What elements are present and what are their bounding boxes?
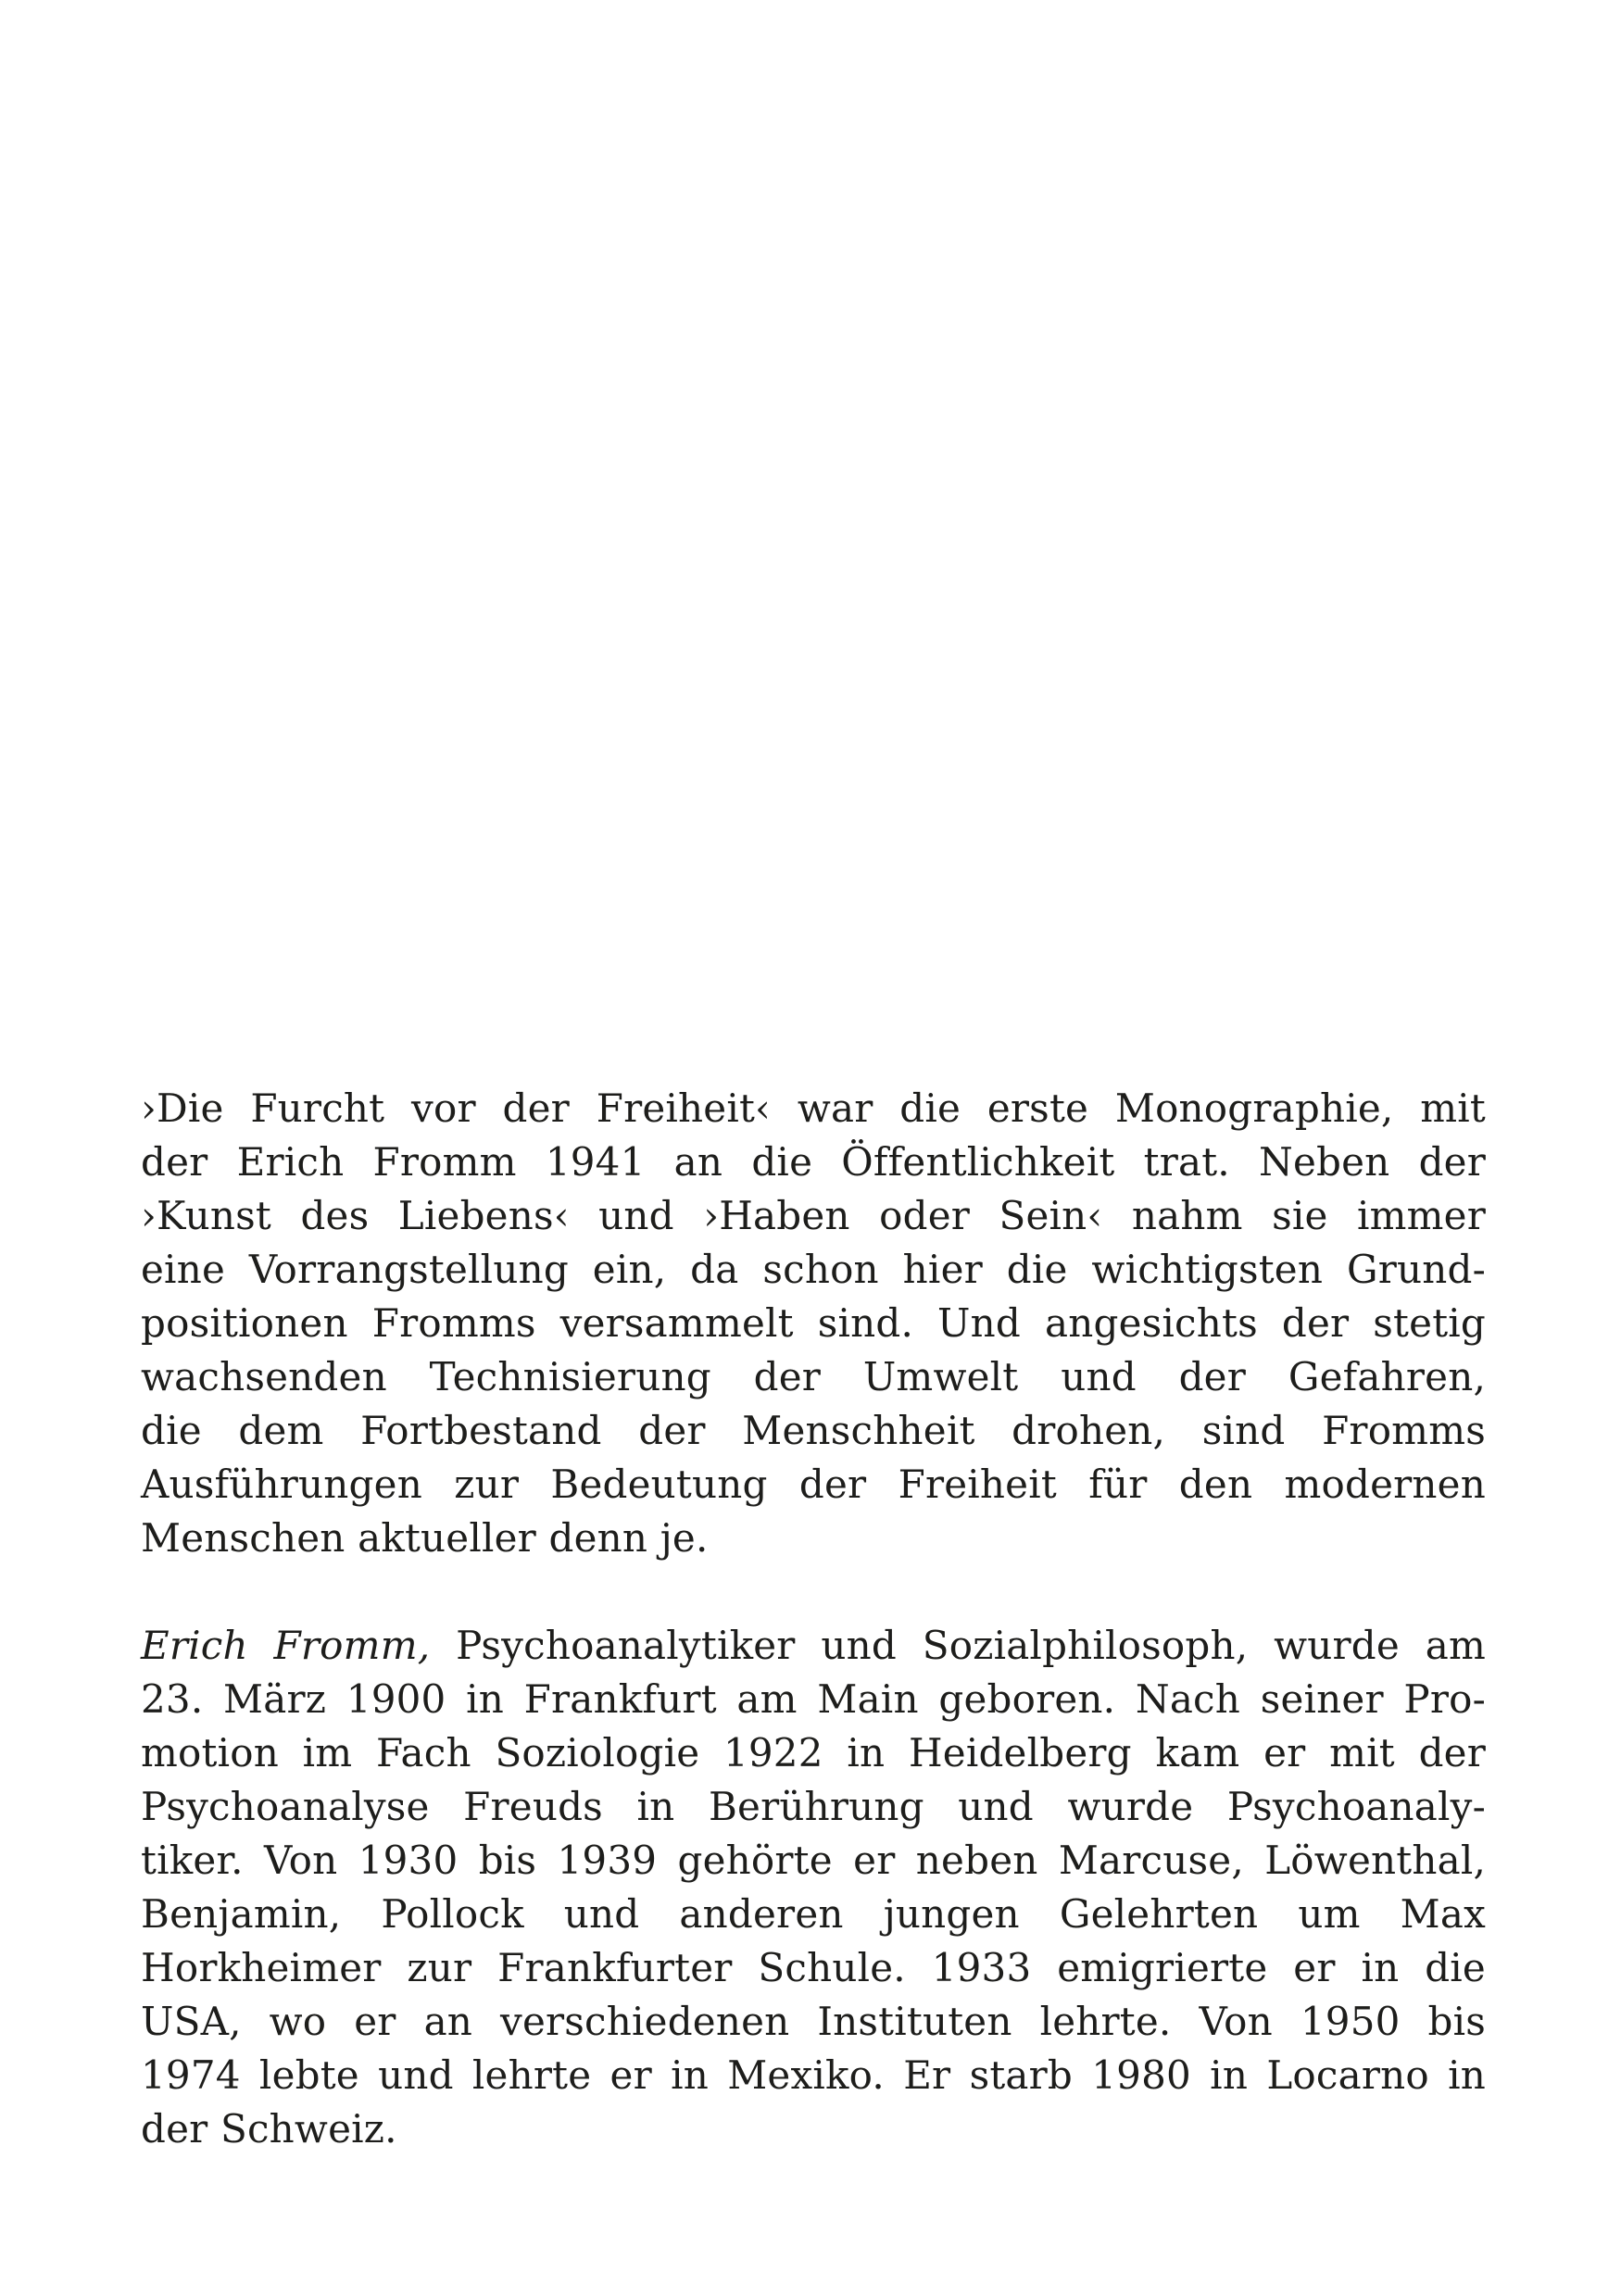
text-line: wachsenden Technisierung der Umwelt und der Gefahren, [141, 1354, 1486, 1399]
text-line [141, 1619, 1486, 1673]
text-line: die dem Fortbestand der Menschheit drohen, sind Fromms [141, 1408, 1486, 1453]
text-line: 1974 lebte und lehrte er in Mexiko. Er starb 1980 in Locarno in [141, 2052, 1486, 2098]
text-line: 23. März 1900 in Frankfurt am Main geboren. Nach seiner Pro- [141, 1676, 1486, 1722]
text-line: Horkheimer zur Frankfurter Schule. 1933 emigrierte er in die [141, 1945, 1486, 1990]
text-line: ›Kunst des Liebens‹ und ›Haben oder Sein‹ nahm sie immer [141, 1193, 1486, 1238]
paragraph-blurb [141, 1082, 1486, 1565]
text-line: Ausführungen zur Bedeutung der Freiheit für den modernen [141, 1462, 1486, 1507]
author-name-italic: Erich Fromm, [141, 1623, 431, 1668]
text-line: positionen Fromms versammelt sind. Und angesichts der stetig [141, 1300, 1486, 1346]
text-line: Benjamin, Pollock und anderen jungen Gelehrten um Max [141, 1891, 1486, 1937]
paragraph-author-bio [141, 1619, 1486, 2156]
text-line: motion im Fach Soziologie 1922 in Heidelberg kam er mit der [141, 1730, 1486, 1775]
text-line: USA, wo er an verschiedenen Instituten lehrte. Von 1950 bis [141, 1999, 1486, 2044]
text-line: ›Die Furcht vor der Freiheit‹ war die erste Monographie, mit [141, 1085, 1486, 1131]
text-line: eine Vorrangstellung ein, da schon hier die wichtigsten Grund- [141, 1247, 1486, 1292]
text-block [141, 1082, 1486, 2156]
text-line: der Erich Fromm 1941 an die Öffentlichkeit trat. Neben der [141, 1139, 1486, 1185]
text-line: Menschen aktueller denn je. [141, 1515, 709, 1561]
first-line-rest: Psychoanalytiker und Sozialphilosoph, wurde am [430, 1623, 1487, 1668]
text-line: der Schweiz. [141, 2106, 397, 2152]
text-line: tiker. Von 1930 bis 1939 gehörte er neben Marcuse, Löwenthal, [141, 1838, 1486, 1883]
text-line: Psychoanalyse Freuds in Berührung und wurde Psychoanaly- [141, 1784, 1486, 1829]
